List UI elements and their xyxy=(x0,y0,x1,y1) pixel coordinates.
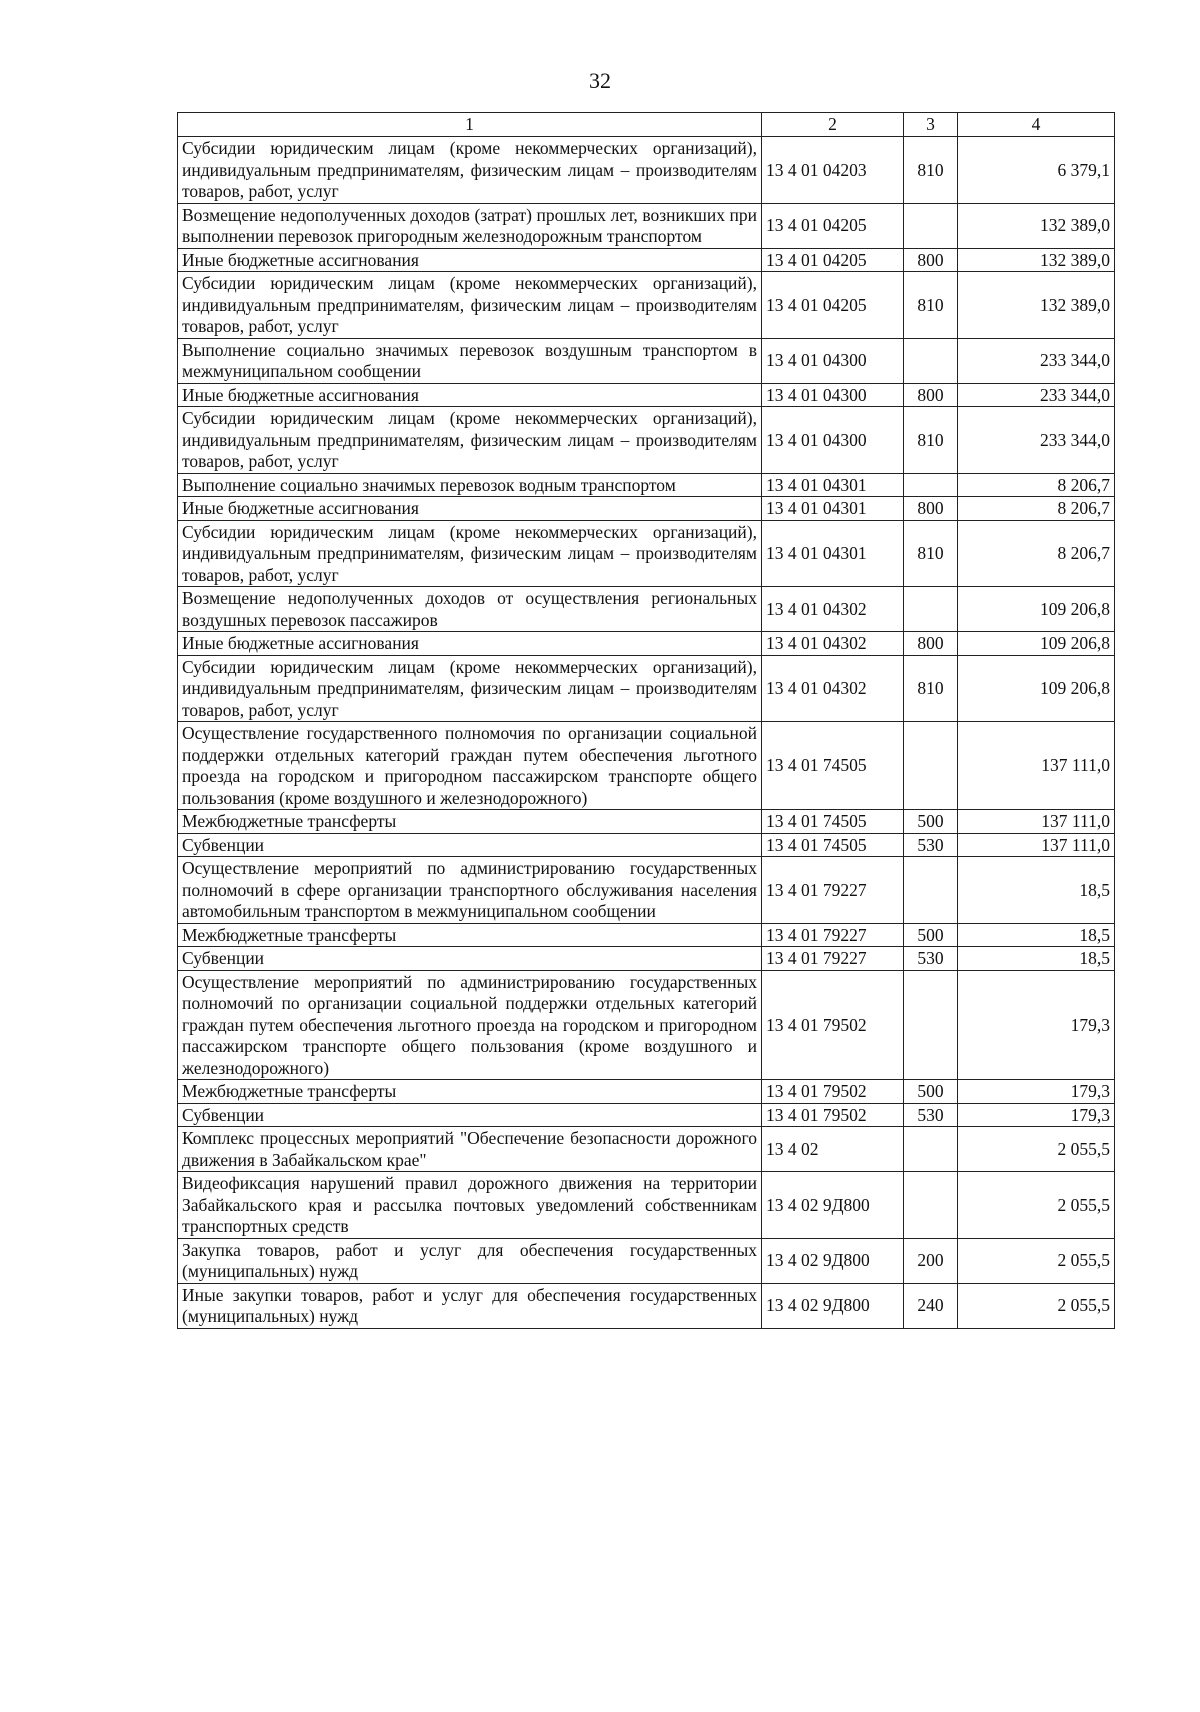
table-row xyxy=(178,632,1115,656)
row-code-cell: 13 4 01 04301 xyxy=(762,497,904,521)
table-row xyxy=(178,383,1115,407)
table-row xyxy=(178,722,1115,810)
row-code-cell: 13 4 01 79227 xyxy=(762,857,904,924)
table-row xyxy=(178,1283,1115,1328)
row-amount-cell: 179,3 xyxy=(958,1103,1115,1127)
row-name-cell: Иные закупки товаров, работ и услуг для обеспечения государственных (муниципальных) нужд xyxy=(178,1283,762,1328)
row-name-cell: Субвенции xyxy=(178,947,762,971)
row-expense-type-cell xyxy=(904,203,958,248)
row-code-cell: 13 4 02 9Д800 xyxy=(762,1283,904,1328)
row-expense-type-cell: 530 xyxy=(904,1103,958,1127)
row-expense-type-cell: 240 xyxy=(904,1283,958,1328)
row-code-cell: 13 4 01 74505 xyxy=(762,833,904,857)
row-expense-type-cell xyxy=(904,857,958,924)
row-expense-type-cell: 810 xyxy=(904,272,958,339)
row-name-cell: Иные бюджетные ассигнования xyxy=(178,248,762,272)
row-amount-cell: 137 111,0 xyxy=(958,810,1115,834)
row-expense-type-cell: 810 xyxy=(904,407,958,474)
row-amount-cell: 2 055,5 xyxy=(958,1283,1115,1328)
header-col-3: 3 xyxy=(904,113,958,137)
row-code-cell: 13 4 01 04302 xyxy=(762,587,904,632)
row-expense-type-cell: 800 xyxy=(904,497,958,521)
row-code-cell: 13 4 01 04205 xyxy=(762,203,904,248)
header-col-2: 2 xyxy=(762,113,904,137)
row-code-cell: 13 4 01 79502 xyxy=(762,1080,904,1104)
row-name-cell: Возмещение недополученных доходов (затрат) прошлых лет, возникших при выполнении перевозок пригородным железнодорожным транспортом xyxy=(178,203,762,248)
row-amount-cell: 109 206,8 xyxy=(958,632,1115,656)
row-name-cell: Субсидии юридическим лицам (кроме некоммерческих организаций), индивидуальным предпринимателям, физическим лицам – производителям товаров, работ, услуг xyxy=(178,137,762,204)
table-row xyxy=(178,407,1115,474)
row-name-cell: Закупка товаров, работ и услуг для обеспечения государственных (муниципальных) нужд xyxy=(178,1238,762,1283)
row-code-cell: 13 4 01 79227 xyxy=(762,923,904,947)
row-amount-cell: 233 344,0 xyxy=(958,338,1115,383)
table-row xyxy=(178,970,1115,1080)
row-name-cell: Субвенции xyxy=(178,833,762,857)
row-name-cell: Субсидии юридическим лицам (кроме некоммерческих организаций), индивидуальным предпринимателям, физическим лицам – производителям товаров, работ, услуг xyxy=(178,272,762,339)
row-amount-cell: 137 111,0 xyxy=(958,722,1115,810)
budget-table xyxy=(177,112,1115,1329)
row-amount-cell: 233 344,0 xyxy=(958,383,1115,407)
row-amount-cell: 8 206,7 xyxy=(958,520,1115,587)
row-code-cell: 13 4 01 04301 xyxy=(762,520,904,587)
row-amount-cell: 8 206,7 xyxy=(958,473,1115,497)
row-name-cell: Видеофиксация нарушений правил дорожного движения на территории Забайкальского края и рассылка почтовых уведомлений собственникам транспортных средств xyxy=(178,1172,762,1239)
row-name-cell: Осуществление мероприятий по администрированию государственных полномочий по организации социальной поддержки отдельных категорий граждан путем обеспечения льготного проезда на городском и пригородном пассажирском транспорте общего пользования (кроме воздушного и железнодорожного) xyxy=(178,970,762,1080)
header-col-4: 4 xyxy=(958,113,1115,137)
row-name-cell: Иные бюджетные ассигнования xyxy=(178,383,762,407)
row-code-cell: 13 4 01 74505 xyxy=(762,810,904,834)
row-amount-cell: 179,3 xyxy=(958,1080,1115,1104)
row-code-cell: 13 4 01 04302 xyxy=(762,655,904,722)
row-name-cell: Иные бюджетные ассигнования xyxy=(178,497,762,521)
table-row xyxy=(178,587,1115,632)
row-code-cell: 13 4 02 xyxy=(762,1127,904,1172)
row-code-cell: 13 4 02 9Д800 xyxy=(762,1172,904,1239)
row-code-cell: 13 4 01 04300 xyxy=(762,383,904,407)
row-expense-type-cell: 500 xyxy=(904,1080,958,1104)
row-amount-cell: 18,5 xyxy=(958,947,1115,971)
row-amount-cell: 18,5 xyxy=(958,857,1115,924)
row-name-cell: Межбюджетные трансферты xyxy=(178,1080,762,1104)
row-expense-type-cell: 800 xyxy=(904,383,958,407)
row-code-cell: 13 4 01 04203 xyxy=(762,137,904,204)
table-row xyxy=(178,248,1115,272)
row-amount-cell: 2 055,5 xyxy=(958,1238,1115,1283)
row-code-cell: 13 4 01 74505 xyxy=(762,722,904,810)
row-amount-cell: 137 111,0 xyxy=(958,833,1115,857)
row-amount-cell: 132 389,0 xyxy=(958,272,1115,339)
row-name-cell: Возмещение недополученных доходов от осуществления региональных воздушных перевозок пассажиров xyxy=(178,587,762,632)
row-expense-type-cell xyxy=(904,722,958,810)
table-row xyxy=(178,1080,1115,1104)
row-expense-type-cell xyxy=(904,338,958,383)
row-expense-type-cell: 500 xyxy=(904,810,958,834)
row-amount-cell: 109 206,8 xyxy=(958,655,1115,722)
header-col-1: 1 xyxy=(178,113,762,137)
row-expense-type-cell xyxy=(904,970,958,1080)
row-amount-cell: 109 206,8 xyxy=(958,587,1115,632)
row-expense-type-cell: 530 xyxy=(904,947,958,971)
row-name-cell: Субсидии юридическим лицам (кроме некоммерческих организаций), индивидуальным предпринимателям, физическим лицам – производителям товаров, работ, услуг xyxy=(178,520,762,587)
row-expense-type-cell xyxy=(904,587,958,632)
row-code-cell: 13 4 02 9Д800 xyxy=(762,1238,904,1283)
table-row xyxy=(178,1103,1115,1127)
row-name-cell: Выполнение социально значимых перевозок воздушным транспортом в межмуниципальном сообщении xyxy=(178,338,762,383)
row-amount-cell: 6 379,1 xyxy=(958,137,1115,204)
row-expense-type-cell: 500 xyxy=(904,923,958,947)
row-name-cell: Осуществление государственного полномочия по организации социальной поддержки отдельных категорий граждан путем обеспечения льготного проезда на городском и пригородном пассажирском транспорте общего пользования (кроме воздушного и железнодорожного) xyxy=(178,722,762,810)
row-name-cell: Выполнение социально значимых перевозок водным транспортом xyxy=(178,473,762,497)
row-expense-type-cell: 810 xyxy=(904,137,958,204)
row-amount-cell: 132 389,0 xyxy=(958,203,1115,248)
table-row xyxy=(178,272,1115,339)
row-amount-cell: 179,3 xyxy=(958,970,1115,1080)
row-amount-cell: 2 055,5 xyxy=(958,1127,1115,1172)
row-code-cell: 13 4 01 04205 xyxy=(762,248,904,272)
row-code-cell: 13 4 01 79502 xyxy=(762,1103,904,1127)
table-row xyxy=(178,473,1115,497)
row-code-cell: 13 4 01 04300 xyxy=(762,407,904,474)
row-expense-type-cell: 800 xyxy=(904,632,958,656)
table-row xyxy=(178,923,1115,947)
row-code-cell: 13 4 01 79502 xyxy=(762,970,904,1080)
row-amount-cell: 2 055,5 xyxy=(958,1172,1115,1239)
table-row xyxy=(178,497,1115,521)
row-code-cell: 13 4 01 04205 xyxy=(762,272,904,339)
row-name-cell: Осуществление мероприятий по администрированию государственных полномочий в сфере организации транспортного обслуживания населения автомобильным транспортом в межмуниципальном сообщении xyxy=(178,857,762,924)
row-name-cell: Межбюджетные трансферты xyxy=(178,923,762,947)
row-code-cell: 13 4 01 79227 xyxy=(762,947,904,971)
table-row xyxy=(178,947,1115,971)
table-row xyxy=(178,520,1115,587)
table-row xyxy=(178,203,1115,248)
row-amount-cell: 233 344,0 xyxy=(958,407,1115,474)
table-row xyxy=(178,655,1115,722)
row-name-cell: Субсидии юридическим лицам (кроме некоммерческих организаций), индивидуальным предпринимателям, физическим лицам – производителям товаров, работ, услуг xyxy=(178,655,762,722)
row-expense-type-cell: 810 xyxy=(904,520,958,587)
table-row xyxy=(178,338,1115,383)
row-expense-type-cell xyxy=(904,1172,958,1239)
row-amount-cell: 132 389,0 xyxy=(958,248,1115,272)
page-number: 32 xyxy=(589,68,611,93)
row-expense-type-cell xyxy=(904,473,958,497)
row-code-cell: 13 4 01 04300 xyxy=(762,338,904,383)
row-name-cell: Межбюджетные трансферты xyxy=(178,810,762,834)
table-header-row xyxy=(178,113,1115,137)
table-row xyxy=(178,857,1115,924)
row-expense-type-cell: 800 xyxy=(904,248,958,272)
table-row xyxy=(178,810,1115,834)
table-row xyxy=(178,1127,1115,1172)
table-row xyxy=(178,1238,1115,1283)
row-name-cell: Иные бюджетные ассигнования xyxy=(178,632,762,656)
row-name-cell: Комплекс процессных мероприятий "Обеспечение безопасности дорожного движения в Забайкальском крае" xyxy=(178,1127,762,1172)
row-name-cell: Субсидии юридическим лицам (кроме некоммерческих организаций), индивидуальным предпринимателям, физическим лицам – производителям товаров, работ, услуг xyxy=(178,407,762,474)
row-expense-type-cell: 810 xyxy=(904,655,958,722)
row-code-cell: 13 4 01 04302 xyxy=(762,632,904,656)
row-expense-type-cell xyxy=(904,1127,958,1172)
row-code-cell: 13 4 01 04301 xyxy=(762,473,904,497)
table-row xyxy=(178,137,1115,204)
row-amount-cell: 8 206,7 xyxy=(958,497,1115,521)
row-expense-type-cell: 200 xyxy=(904,1238,958,1283)
table-row xyxy=(178,1172,1115,1239)
row-amount-cell: 18,5 xyxy=(958,923,1115,947)
row-expense-type-cell: 530 xyxy=(904,833,958,857)
table-row xyxy=(178,833,1115,857)
row-name-cell: Субвенции xyxy=(178,1103,762,1127)
